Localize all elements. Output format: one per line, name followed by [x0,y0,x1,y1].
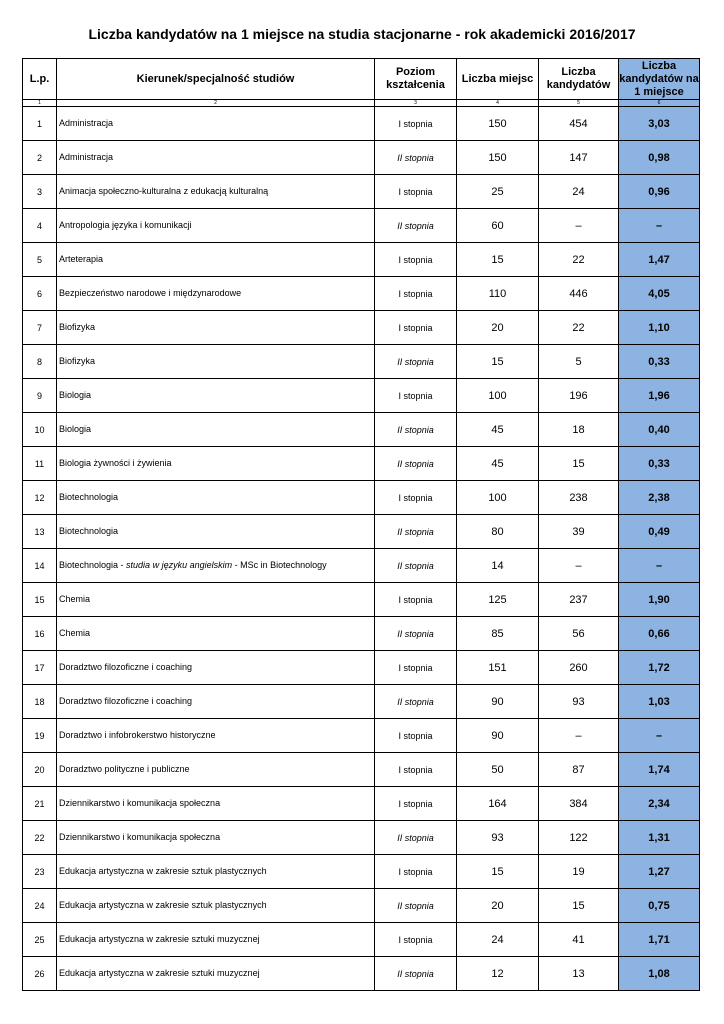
row-poziom: II stopnia [375,447,457,481]
row-kandydaci: 22 [539,311,619,345]
row-kierunek-italic: studia w języku angielskim [126,560,233,570]
row-kierunek: Biotechnologia [57,515,375,549]
table-row [23,515,700,549]
row-lp: 6 [23,277,57,311]
row-kierunek: Biofizyka [57,345,375,379]
row-poziom: II stopnia [375,209,457,243]
row-lp: 16 [23,617,57,651]
row-lp: 19 [23,719,57,753]
row-miejsca: 164 [457,787,539,821]
table-row [23,379,700,413]
table-row [23,753,700,787]
row-lp: 23 [23,855,57,889]
row-kandydaci: 39 [539,515,619,549]
candidates-table [22,58,700,991]
row-miejsca: 50 [457,753,539,787]
row-miejsca: 25 [457,175,539,209]
row-ratio: 1,10 [619,311,700,345]
row-kandydaci: 260 [539,651,619,685]
row-poziom: I stopnia [375,719,457,753]
table-row [23,243,700,277]
row-kierunek: Edukacja artystyczna w zakresie sztuki muzycznej [57,923,375,957]
row-kierunek: Dziennikarstwo i komunikacja społeczna [57,821,375,855]
row-lp: 12 [23,481,57,515]
row-ratio: 0,66 [619,617,700,651]
row-miejsca: 20 [457,311,539,345]
table-row [23,821,700,855]
row-miejsca: 150 [457,141,539,175]
table-row [23,209,700,243]
row-ratio: 0,75 [619,889,700,923]
row-miejsca: 60 [457,209,539,243]
header-ratio: Liczba kandydatów na 1 miejsce [619,59,699,98]
row-ratio: 2,38 [619,481,700,515]
table-row [23,481,700,515]
header-kandydaci: Liczba kandydatów [539,59,619,100]
column-number-row [23,100,700,107]
row-ratio: 1,96 [619,379,700,413]
table-row [23,787,700,821]
row-kierunek: Doradztwo i infobrokerstwo historyczne [57,719,375,753]
row-lp: 10 [23,413,57,447]
row-miejsca: 15 [457,855,539,889]
row-kierunek: Chemia [57,583,375,617]
row-lp: 14 [23,549,57,583]
table-row [23,447,700,481]
row-kandydaci: 15 [539,889,619,923]
row-poziom: I stopnia [375,311,457,345]
row-kandydaci: 41 [539,923,619,957]
row-ratio: 0,33 [619,447,700,481]
row-ratio: 1,03 [619,685,700,719]
row-miejsca: 90 [457,685,539,719]
row-poziom: I stopnia [375,175,457,209]
row-kandydaci: – [539,719,619,753]
row-lp: 18 [23,685,57,719]
table-row [23,277,700,311]
table-row [23,549,700,583]
row-ratio: 1,74 [619,753,700,787]
row-ratio: 1,72 [619,651,700,685]
row-miejsca: 45 [457,413,539,447]
column-number: 5 [539,100,619,107]
row-lp: 7 [23,311,57,345]
row-miejsca: 15 [457,243,539,277]
row-kandydaci: 24 [539,175,619,209]
row-ratio: 1,31 [619,821,700,855]
row-kandydaci: 18 [539,413,619,447]
header-poziom: Poziom kształcenia [375,59,457,100]
row-lp: 17 [23,651,57,685]
header-miejsca: Liczba miejsc [457,59,539,100]
row-poziom: II stopnia [375,889,457,923]
row-miejsca: 151 [457,651,539,685]
row-ratio: 0,40 [619,413,700,447]
row-miejsca: 100 [457,379,539,413]
row-lp: 26 [23,957,57,991]
row-ratio: – [619,549,700,583]
table-body [23,107,700,991]
row-kierunek: Edukacja artystyczna w zakresie sztuk plastycznych [57,889,375,923]
row-miejsca: 110 [457,277,539,311]
row-kandydaci: 13 [539,957,619,991]
row-miejsca: 100 [457,481,539,515]
row-ratio: 1,27 [619,855,700,889]
table-row [23,413,700,447]
table-row [23,855,700,889]
row-kierunek: Doradztwo polityczne i publiczne [57,753,375,787]
row-kandydaci: 238 [539,481,619,515]
row-poziom: II stopnia [375,141,457,175]
row-kandydaci: 56 [539,617,619,651]
row-lp: 24 [23,889,57,923]
row-miejsca: 15 [457,345,539,379]
row-poziom: I stopnia [375,277,457,311]
row-ratio: 0,96 [619,175,700,209]
row-kandydaci: 237 [539,583,619,617]
table-row [23,583,700,617]
row-ratio: – [619,719,700,753]
row-kierunek: Doradztwo filozoficzne i coaching [57,685,375,719]
row-kierunek: Biologia [57,379,375,413]
table-row [23,719,700,753]
row-lp: 13 [23,515,57,549]
row-poziom: II stopnia [375,413,457,447]
row-kierunek: Administracja [57,141,375,175]
row-poziom: II stopnia [375,685,457,719]
row-lp: 20 [23,753,57,787]
table-row [23,617,700,651]
header-lp: L.p. [23,59,57,100]
header-kierunek: Kierunek/specjalność studiów [57,59,375,100]
row-lp: 5 [23,243,57,277]
page-title: Liczba kandydatów na 1 miejsce na studia stacjonarne - rok akademicki 2016/2017 [88,26,636,42]
row-miejsca: 24 [457,923,539,957]
table-row [23,141,700,175]
row-kierunek-tail: - MSc in Biotechnology [232,560,327,570]
row-poziom: I stopnia [375,923,457,957]
row-kandydaci: 15 [539,447,619,481]
row-lp: 9 [23,379,57,413]
row-kierunek: Doradztwo filozoficzne i coaching [57,651,375,685]
row-kierunek: Administracja [57,107,375,141]
table-row [23,345,700,379]
row-miejsca: 14 [457,549,539,583]
row-kierunek: Antropologia języka i komunikacji [57,209,375,243]
row-miejsca: 85 [457,617,539,651]
row-lp: 15 [23,583,57,617]
row-miejsca: 20 [457,889,539,923]
row-miejsca: 125 [457,583,539,617]
row-ratio: 1,08 [619,957,700,991]
row-lp: 3 [23,175,57,209]
header-row [23,59,700,100]
row-kandydaci: 454 [539,107,619,141]
table-row [23,107,700,141]
table-row [23,175,700,209]
row-miejsca: 150 [457,107,539,141]
row-lp: 2 [23,141,57,175]
row-kandydaci: 384 [539,787,619,821]
row-kandydaci: – [539,549,619,583]
row-kierunek: Animacja społeczno-kulturalna z edukacją kulturalną [57,175,375,209]
row-kierunek: Chemia [57,617,375,651]
row-kierunek: Bezpieczeństwo narodowe i międzynarodowe [57,277,375,311]
row-kierunek: Biotechnologia [57,481,375,515]
row-kandydaci: 446 [539,277,619,311]
table-row [23,651,700,685]
table-row [23,957,700,991]
row-kierunek: Arteterapia [57,243,375,277]
row-kierunek: Edukacja artystyczna w zakresie sztuki muzycznej [57,957,375,991]
row-poziom: I stopnia [375,243,457,277]
row-lp: 21 [23,787,57,821]
row-kandydaci: 19 [539,855,619,889]
table-row [23,889,700,923]
row-ratio: 1,90 [619,583,700,617]
row-kandydaci: 93 [539,685,619,719]
row-lp: 8 [23,345,57,379]
row-miejsca: 90 [457,719,539,753]
row-poziom: I stopnia [375,855,457,889]
row-lp: 4 [23,209,57,243]
row-kierunek: Biologia żywności i żywienia [57,447,375,481]
column-number: 4 [457,100,539,107]
row-lp: 1 [23,107,57,141]
row-lp: 11 [23,447,57,481]
row-poziom: I stopnia [375,583,457,617]
row-lp: 25 [23,923,57,957]
row-ratio: 1,47 [619,243,700,277]
row-ratio: – [619,209,700,243]
row-ratio: 1,71 [619,923,700,957]
row-kierunek-part: Biotechnologia - [59,560,127,570]
row-poziom: I stopnia [375,481,457,515]
row-kierunek: Dziennikarstwo i komunikacja społeczna [57,787,375,821]
row-kandydaci: 22 [539,243,619,277]
row-poziom: II stopnia [375,549,457,583]
table-row [23,685,700,719]
row-kandydaci: 87 [539,753,619,787]
column-number: 1 [23,100,57,107]
row-poziom: I stopnia [375,787,457,821]
row-miejsca: 12 [457,957,539,991]
row-kandydaci: 196 [539,379,619,413]
column-number: 2 [57,100,375,107]
table-row [23,311,700,345]
row-poziom: I stopnia [375,107,457,141]
column-number: 3 [375,100,457,107]
row-poziom: I stopnia [375,379,457,413]
row-poziom: I stopnia [375,651,457,685]
row-kandydaci: 122 [539,821,619,855]
row-poziom: II stopnia [375,515,457,549]
row-kandydaci: 5 [539,345,619,379]
row-lp: 22 [23,821,57,855]
column-number: 6 [619,100,700,107]
row-kierunek: Biologia [57,413,375,447]
row-kierunek: Edukacja artystyczna w zakresie sztuk plastycznych [57,855,375,889]
row-kandydaci: 147 [539,141,619,175]
row-ratio: 0,49 [619,515,700,549]
row-poziom: II stopnia [375,821,457,855]
row-miejsca: 45 [457,447,539,481]
row-poziom: II stopnia [375,345,457,379]
row-poziom: II stopnia [375,617,457,651]
table-row [23,923,700,957]
row-kierunek: Biofizyka [57,311,375,345]
row-ratio: 0,33 [619,345,700,379]
row-kandydaci: – [539,209,619,243]
row-miejsca: 93 [457,821,539,855]
row-kierunek [57,549,375,583]
row-ratio: 4,05 [619,277,700,311]
row-poziom: I stopnia [375,753,457,787]
row-ratio: 2,34 [619,787,700,821]
row-ratio: 0,98 [619,141,700,175]
row-poziom: II stopnia [375,957,457,991]
row-miejsca: 80 [457,515,539,549]
row-ratio: 3,03 [619,107,700,141]
